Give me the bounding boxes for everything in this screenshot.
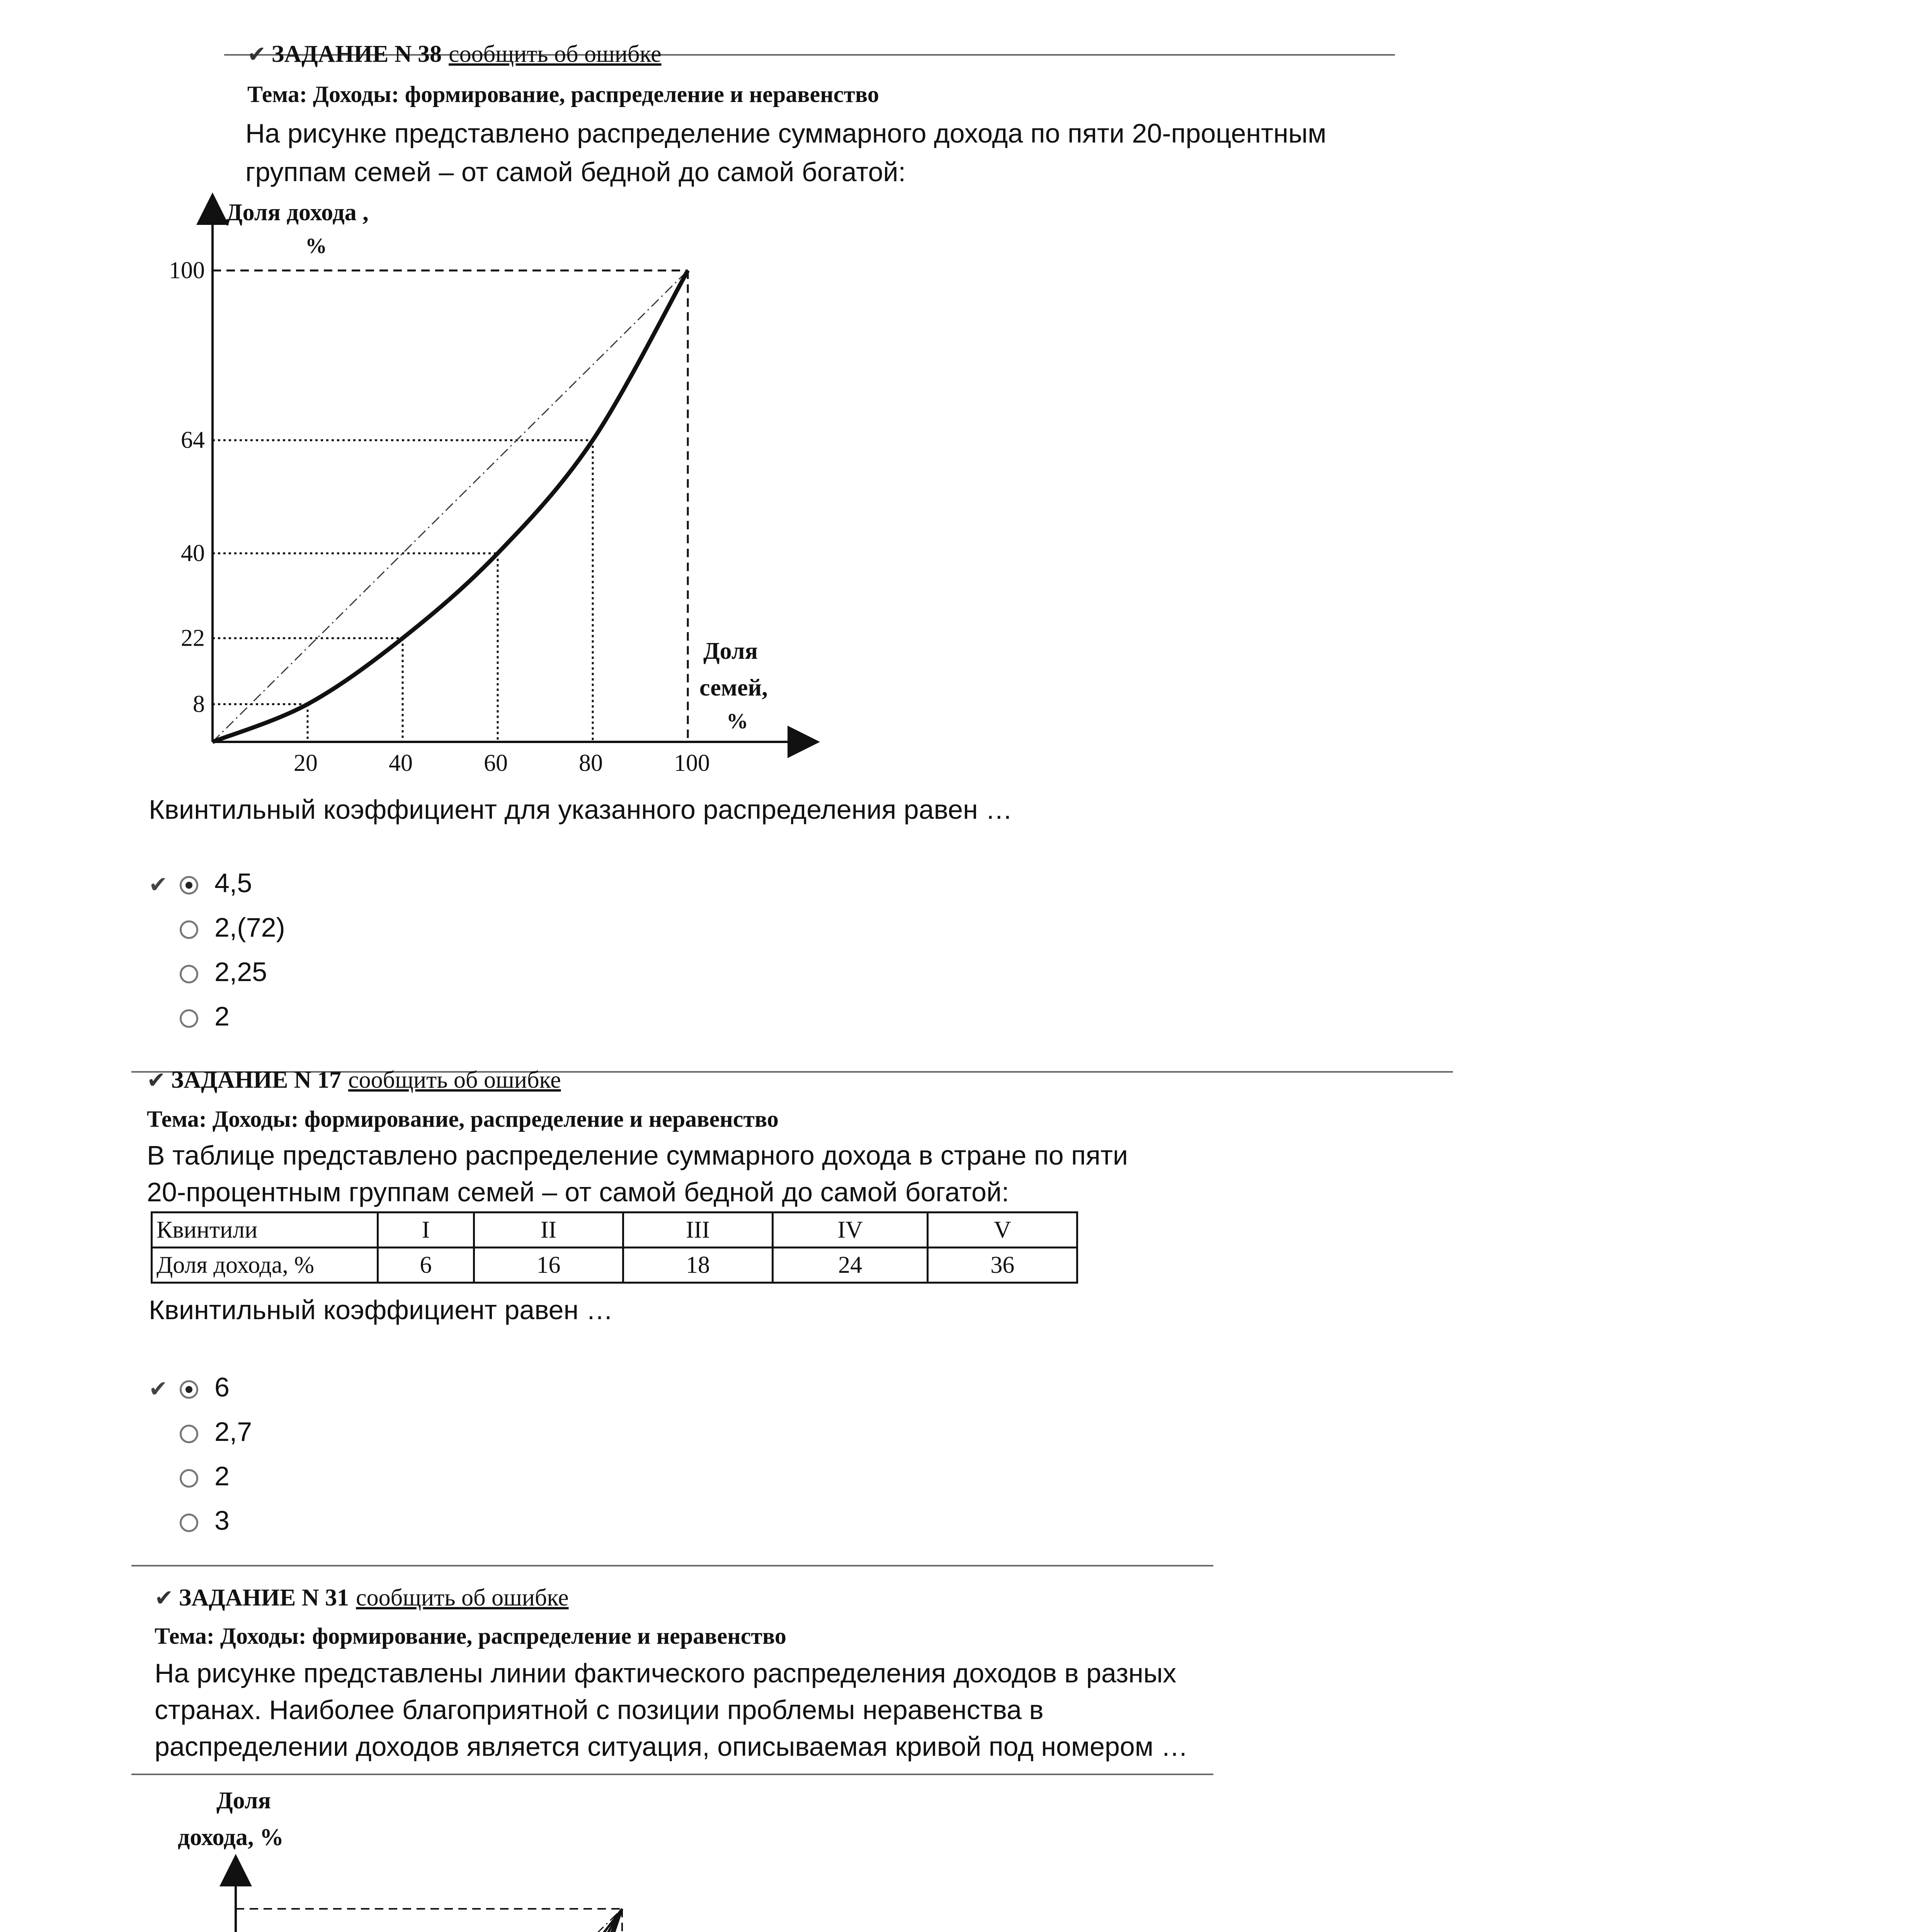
answer-label: 2 [214, 1001, 230, 1031]
table-cell: II [474, 1213, 623, 1248]
task2-question: Квинтильный коэффициент равен … [149, 1295, 613, 1325]
chart1-y-tick-label: 22 [181, 625, 205, 651]
chart1-x-tick-label: 40 [389, 750, 413, 776]
task3-title: ЗАДАНИЕ N 31 [179, 1585, 349, 1611]
radio-button[interactable] [180, 1469, 198, 1488]
chart2-ylabel-2: дохода, % [178, 1824, 284, 1850]
table-row [152, 1248, 1077, 1283]
chart2-curve-1 [236, 1909, 622, 1932]
task2-title: ЗАДАНИЕ N 17 [171, 1067, 342, 1093]
chart2-ylabel-1: Доля [216, 1787, 271, 1814]
radio-button[interactable] [180, 1514, 198, 1532]
task1-title: ЗАДАНИЕ N 38 [271, 41, 442, 67]
chart1 [147, 185, 842, 811]
table-cell: 16 [474, 1248, 623, 1283]
answer-label: 2,25 [214, 957, 267, 987]
table-row-head: Доля дохода, % [152, 1248, 378, 1283]
chart1-xlabel-2: семей, [699, 675, 768, 701]
answer-label: 3 [214, 1505, 230, 1536]
task3-rule-bottom [131, 1774, 1213, 1775]
task2-text-1: В таблице представлено распределение суммарного дохода в стране по пяти [147, 1140, 1128, 1170]
answer-option[interactable] [149, 1372, 230, 1406]
radio-button[interactable] [180, 876, 198, 895]
chart1-x-tick-label: 60 [484, 750, 508, 776]
answer-label: 6 [214, 1372, 230, 1402]
check-icon: ✔ [147, 1067, 166, 1093]
task2-text-2: 20-процентным группам семей – от самой бедной до самой богатой: [147, 1177, 1009, 1207]
task2-report-link[interactable]: сообщить об ошибке [348, 1067, 561, 1093]
radio-button[interactable] [180, 965, 198, 983]
chart1-y-tick-label: 40 [181, 540, 205, 566]
table-cell: 18 [623, 1248, 773, 1283]
table-row-head: Квинтили [152, 1213, 378, 1248]
radio-button[interactable] [180, 1380, 198, 1399]
task1-text: На рисунке представлено распределение суммарного дохода по пяти 20-процентным группам семей – от самой бедной до самой богатой: [245, 118, 1327, 187]
chart2-curve-3 [236, 1909, 622, 1932]
radio-button[interactable] [180, 1425, 198, 1443]
table-cell: 24 [772, 1248, 928, 1283]
chart2 [166, 1777, 842, 1932]
answer-option[interactable] [149, 956, 267, 991]
task3-text-3: распределении доходов является ситуация, описываемая кривой под номером … [155, 1731, 1188, 1762]
chart1-y-tick-label: 100 [169, 257, 205, 284]
answer-label: 2,(72) [214, 912, 285, 942]
table-row [152, 1213, 1077, 1248]
chart1-x-tick-label: 20 [294, 750, 318, 776]
answer-option[interactable] [149, 912, 285, 947]
chart1-xlabel-3: % [726, 709, 748, 733]
task3-report-link[interactable]: сообщить об ошибке [356, 1585, 569, 1611]
answer-label: 4,5 [214, 868, 252, 898]
table-cell: V [928, 1213, 1077, 1248]
chart1-y-tick-label: 8 [193, 691, 205, 718]
chart1-xlabel-1: Доля [703, 638, 758, 664]
check-icon: ✔ [149, 871, 168, 898]
table-cell: 6 [378, 1248, 474, 1283]
task1-header [247, 41, 662, 68]
chart2-curve-2 [236, 1909, 622, 1932]
answer-label: 2 [214, 1461, 230, 1491]
chart1-ylabel-2: % [305, 234, 327, 258]
answer-label: 2,7 [214, 1417, 252, 1447]
table-cell: I [378, 1213, 474, 1248]
task2-header [147, 1066, 561, 1094]
task3-topic: Тема: Доходы: формирование, распределение и неравенство [155, 1623, 786, 1649]
task3-text-2: странах. Наиболее благоприятной с позиции проблемы неравенства в [155, 1695, 1044, 1725]
task3-rule [131, 1565, 1213, 1566]
task3-header [155, 1584, 569, 1612]
chart1-x-tick-label: 80 [579, 750, 603, 776]
task2-topic: Тема: Доходы: формирование, распределение и неравенство [147, 1106, 779, 1132]
answer-option[interactable] [149, 1461, 230, 1495]
answer-option[interactable] [149, 1416, 252, 1451]
chart1-ylabel-1: Доля дохода , [226, 199, 369, 226]
task1-report-link[interactable]: сообщить об ошибке [449, 41, 662, 67]
chart2-curve-4 [236, 1909, 622, 1932]
radio-button[interactable] [180, 920, 198, 939]
table-cell: III [623, 1213, 773, 1248]
table-cell: IV [772, 1213, 928, 1248]
quintile-table [151, 1211, 1078, 1284]
check-icon: ✔ [149, 1376, 168, 1402]
answer-option[interactable] [149, 1001, 230, 1036]
chart1-x-tick-label: 100 [674, 750, 710, 776]
chart1-y-tick-label: 64 [181, 427, 205, 454]
task1-topic: Тема: Доходы: формирование, распределение и неравенство [247, 82, 879, 107]
task3-text-1: На рисунке представлены линии фактического распределения доходов в разных [155, 1658, 1177, 1688]
answer-option[interactable] [149, 867, 252, 902]
check-icon: ✔ [155, 1585, 174, 1611]
task1-question: Квинтильный коэффициент для указанного распределения равен … [149, 794, 1013, 825]
chart2-curve-5 [236, 1909, 622, 1932]
radio-button[interactable] [180, 1009, 198, 1028]
table-cell: 36 [928, 1248, 1077, 1283]
check-icon: ✔ [247, 41, 266, 67]
answer-option[interactable] [149, 1505, 230, 1540]
chart1-equality-line [213, 270, 688, 742]
